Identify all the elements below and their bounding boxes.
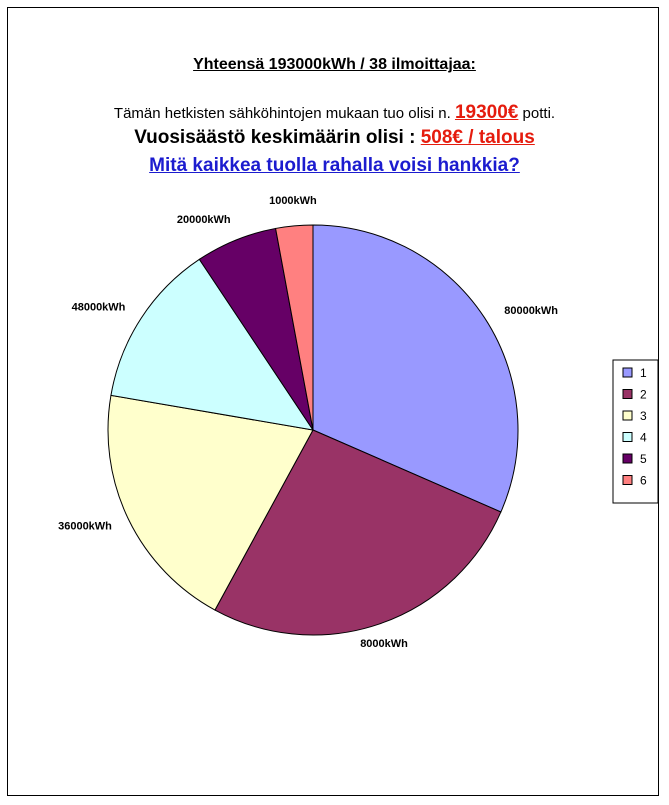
slice-label-5: 20000kWh bbox=[176, 214, 231, 227]
legend-box bbox=[613, 360, 658, 503]
potti-prefix: Tämän hetkisten sähköhintojen mukaan tuo olisi n. bbox=[113, 105, 451, 122]
slice-label-3: 36000kWh bbox=[58, 520, 112, 533]
legend-swatch-6 bbox=[623, 476, 632, 485]
slice-label-2: 8000kWh bbox=[360, 638, 408, 651]
legend-swatch-5 bbox=[623, 454, 632, 463]
saving-prefix: Vuosisäästö keskimäärin olisi : bbox=[134, 127, 416, 148]
slice-label-4: 48000kWh bbox=[71, 301, 126, 314]
spending-link[interactable]: Mitä kaikkea tuolla rahalla voisi hankkia? bbox=[149, 155, 520, 176]
legend-swatch-4 bbox=[623, 433, 632, 442]
legend-label-4: 4 bbox=[640, 430, 647, 445]
total-title: Yhteensä 193000kWh / 38 ilmoittajaa: bbox=[193, 56, 476, 73]
legend-label-1: 1 bbox=[640, 366, 647, 380]
saving-value: 508€ / talous bbox=[420, 127, 535, 148]
legend-swatch-3 bbox=[623, 411, 632, 420]
slice-label-1: 80000kWh bbox=[504, 305, 559, 318]
legend-label-6: 6 bbox=[640, 473, 647, 488]
legend-label-5: 5 bbox=[640, 452, 647, 466]
legend-swatch-1 bbox=[623, 368, 632, 377]
slice-label-6: 1000kWh bbox=[269, 194, 317, 207]
potti-suffix: potti. bbox=[522, 105, 556, 122]
potti-value: 19300€ bbox=[454, 102, 519, 123]
legend-label-3: 3 bbox=[640, 409, 647, 423]
legend-swatch-2 bbox=[623, 390, 632, 399]
legend-label-2: 2 bbox=[640, 387, 647, 402]
